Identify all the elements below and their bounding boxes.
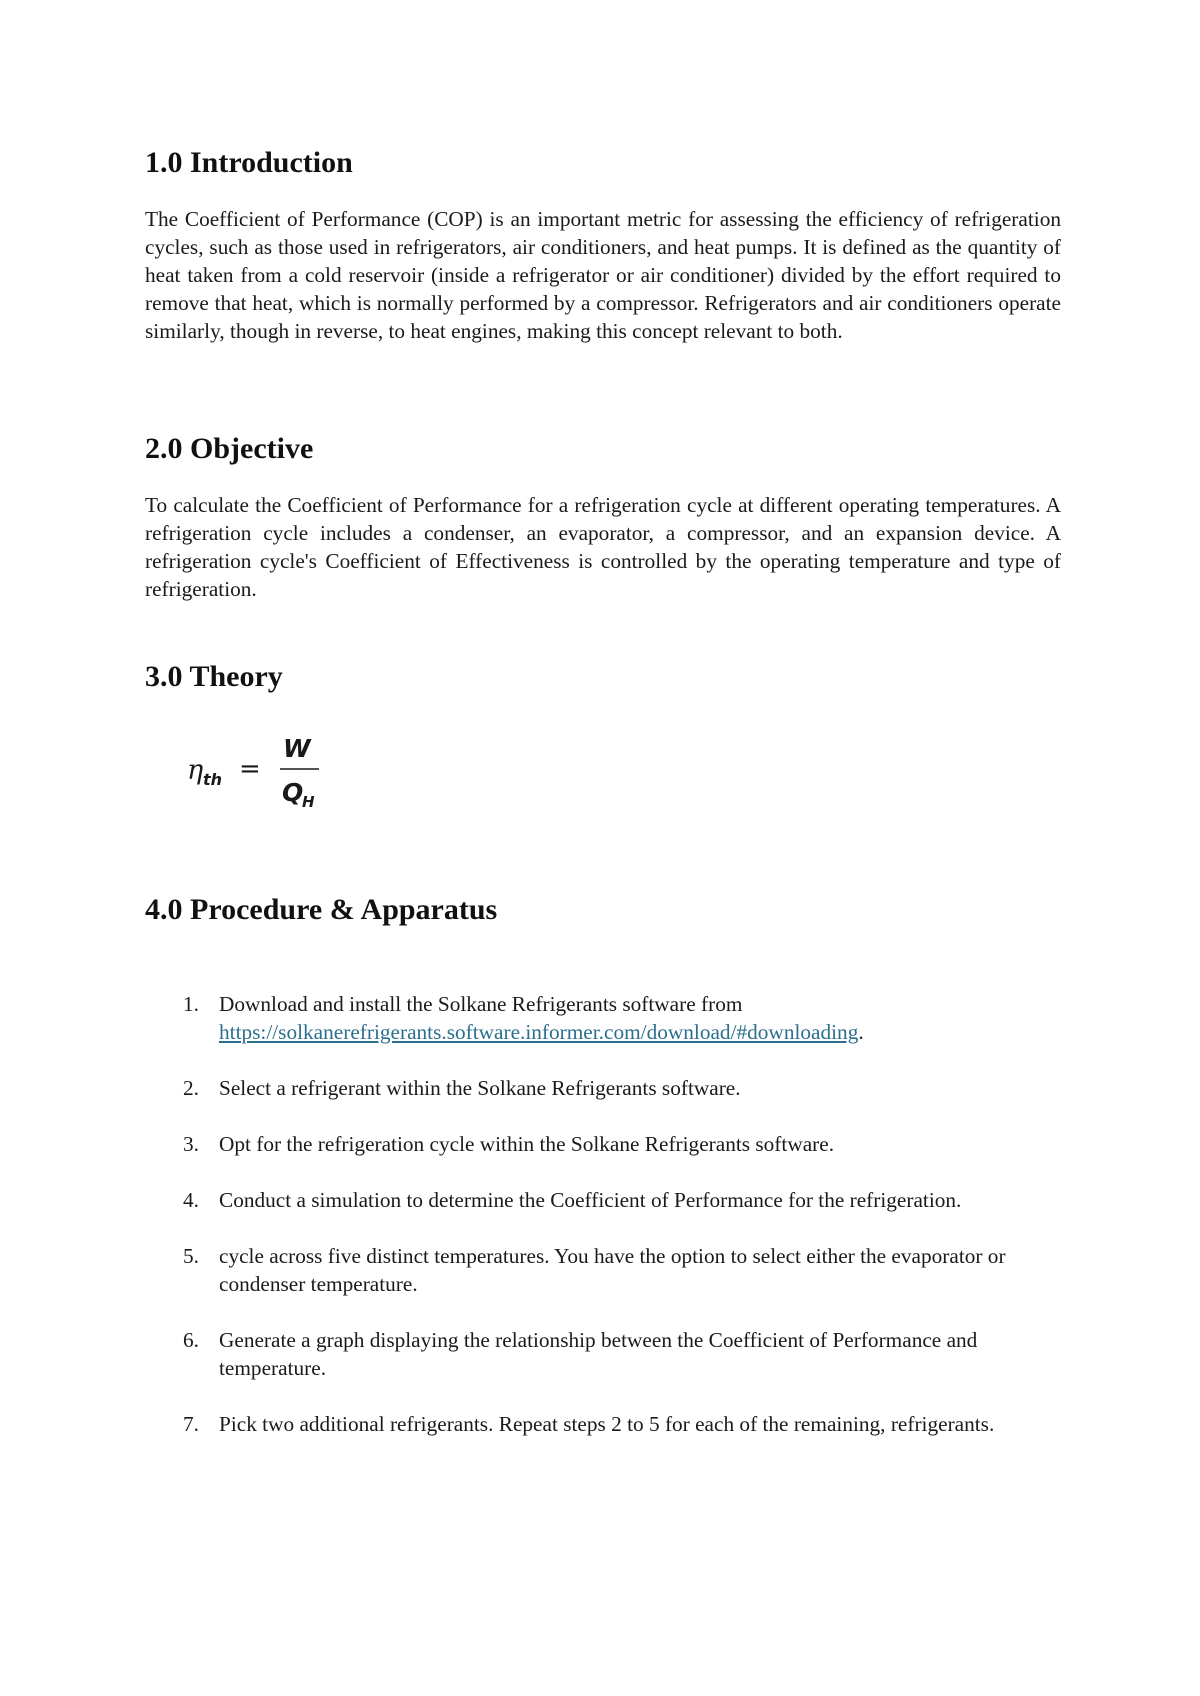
procedure-step [145,1326,1061,1382]
step-text: Opt for the refrigeration cycle within the Solkane Refrigerants software. [219,1132,835,1156]
formula-graphic [187,727,387,815]
step-number: 6. [183,1328,199,1352]
procedure-step [145,990,1061,1046]
objective-paragraph: To calculate the Coefficient of Performance for a refrigeration cycle at different operating temperatures. A refrigeration cycle includes a condenser, an evaporator, a compressor, and an expansion device. A refrigeration cycle's Coefficient of Effectiveness is controlled by the operating temperature and type of refrigeration. [145,493,1061,601]
download-link[interactable]: https://solkanerefrigerants.software.informer.com/download/#downloading [219,1020,859,1044]
section-heading-procedure: 4.0 Procedure & Apparatus [145,893,498,926]
thermal-efficiency-formula [187,727,1061,815]
formula-equals: = [239,754,261,784]
step-number: 1. [183,992,199,1016]
procedure-step [145,1186,1061,1214]
section-heading-introduction: 1.0 Introduction [145,146,353,179]
step-text: Generate a graph displaying the relationship between the Coefficient of Performance and temperature. [219,1328,978,1380]
step-text-end: . [858,1020,864,1044]
step-number: 7. [183,1412,199,1436]
procedure-step [145,1410,1061,1438]
formula-denominator-subscript: H [302,793,315,811]
formula-eta: η [187,755,204,786]
procedure-steps-list [145,990,1061,1438]
step-text: cycle across five distinct temperatures. You have the option to select either the evaporator or condenser temperature. [219,1244,1006,1296]
step-text: Pick two additional refrigerants. Repeat steps 2 to 5 for each of the remaining, refrigerants. [219,1412,995,1436]
section-heading-theory: 3.0 Theory [145,660,283,693]
step-number: 3. [183,1132,199,1156]
introduction-paragraph: The Coefficient of Performance (COP) is an important metric for assessing the efficiency of refrigeration cycles, such as those used in refrigerators, air conditioners, and heat pumps. It is defined as the quantity of heat taken from a cold reservoir (inside a refrigerator or air conditioner) divided by the effort required to remove that heat, which is normally performed by a compressor. Refrigerators and air conditioners operate similarly, though in reverse, to heat engines, making this concept relevant to both. [145,207,1061,343]
section-heading-objective: 2.0 Objective [145,432,314,465]
procedure-step [145,1130,1061,1158]
step-number: 2. [183,1076,199,1100]
document-page [145,145,1061,1466]
formula-numerator: W [283,734,311,763]
step-text: Download and install the Solkane Refrigerants software from [219,992,743,1016]
formula-eta-subscript: th [203,770,223,789]
procedure-step [145,1074,1061,1102]
procedure-step [145,1242,1061,1298]
step-number: 4. [183,1188,199,1212]
step-number: 5. [183,1244,199,1268]
step-text: Select a refrigerant within the Solkane Refrigerants software. [219,1076,741,1100]
step-text: Conduct a simulation to determine the Coefficient of Performance for the refrigeration. [219,1188,962,1212]
formula-denominator: Q [282,778,304,807]
